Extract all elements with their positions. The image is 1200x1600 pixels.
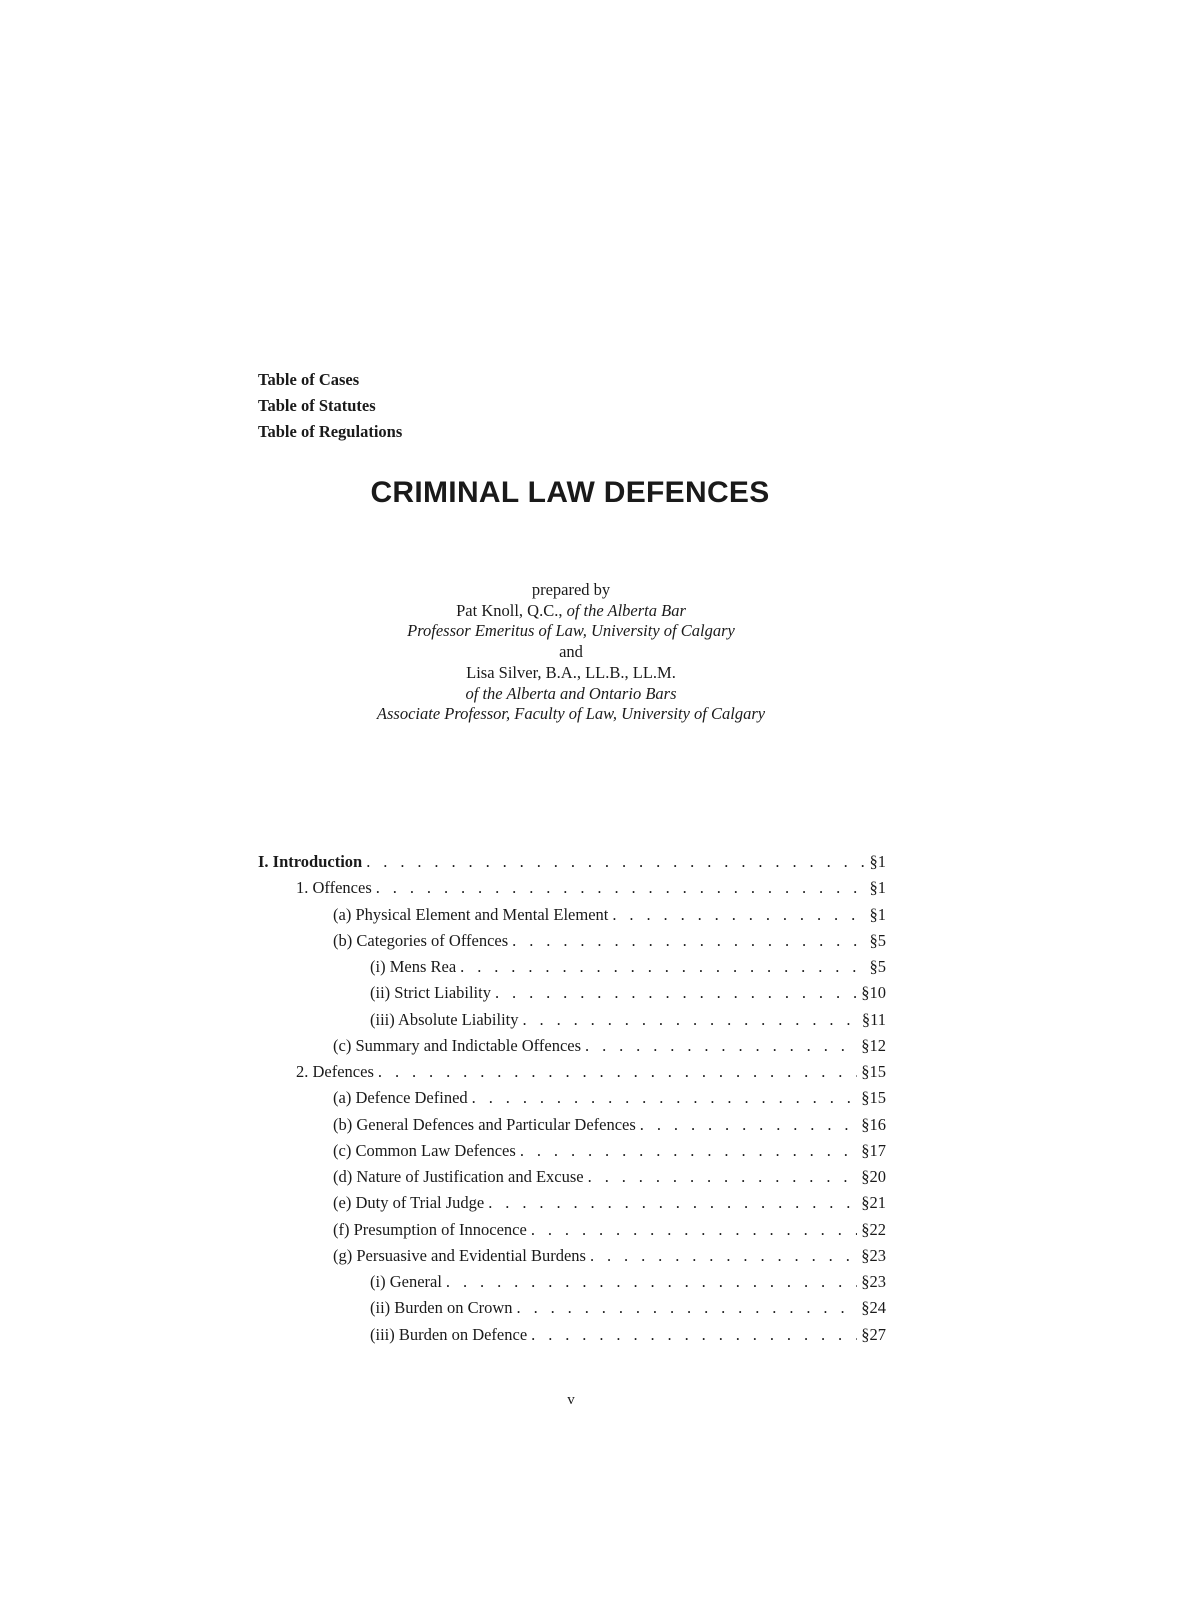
toc-entry-page: §27 [861,1324,886,1344]
byline-author-2: Lisa Silver, B.A., LL.B., LL.M. [466,662,676,682]
toc-entry-label: 1. Offences [296,878,372,898]
toc-entry-page: §23 [861,1245,886,1265]
toc-entry-label: (c) Common Law Defences [333,1140,516,1160]
toc-entry[interactable] [296,1062,886,1082]
toc-entry[interactable] [333,905,886,925]
toc-entry-label: (ii) Burden on Crown [370,1298,513,1318]
toc-entry-page: §15 [861,1062,886,1081]
toc-leader-dots [512,931,865,951]
toc-entry-page: §16 [861,1114,886,1134]
toc-entry[interactable] [333,931,886,951]
toc-entry[interactable] [333,1193,886,1213]
toc-entry-label: (d) Nature of Justification and Excuse [333,1167,584,1186]
toc-leader-dots [520,1141,857,1161]
toc-entry[interactable] [258,852,886,872]
toc-entry[interactable] [370,983,886,1003]
toc-leader-dots [531,1325,857,1345]
toc-entry-label: (iii) Burden on Defence [370,1324,528,1344]
toc-leader-dots [460,957,865,977]
toc-entry[interactable] [333,1088,886,1108]
toc-entry-label: 2. Defences [296,1062,374,1081]
byline-and: and [559,642,583,662]
toc-entry-page: §17 [861,1140,886,1160]
toc-entry-page: §10 [861,983,886,1003]
toc-entry-page: §21 [861,1193,886,1213]
toc-leader-dots [640,1115,857,1135]
table-of-regulations-link[interactable]: Table of Regulations [258,422,403,441]
toc-entry[interactable] [370,1010,886,1030]
toc-leader-dots [531,1220,857,1240]
toc-entry-page: §1 [869,878,886,898]
toc-leader-dots [488,1193,857,1213]
toc-entry[interactable] [370,957,886,977]
toc-entry-label: (iii) Absolute Liability [370,1009,519,1029]
toc-entry-label: (e) Duty of Trial Judge [333,1193,485,1213]
toc-leader-dots [585,1036,857,1056]
toc-leader-dots [366,852,865,872]
toc-entry[interactable] [370,1272,886,1292]
toc-entry-label: (ii) Strict Liability [370,983,491,1003]
toc-entry-label: (c) Summary and Indictable Offences [333,1035,582,1055]
author-1-name: Pat Knoll, Q.C., [456,600,567,620]
toc-entry-label: (f) Presumption of Innocence [333,1219,527,1239]
toc-entry-label: I. Introduction [258,852,363,871]
toc-leader-dots [446,1272,857,1292]
toc-entry-page: §11 [861,1009,886,1029]
table-of-statutes-link[interactable]: Table of Statutes [258,396,376,415]
table-of-cases-link[interactable]: Table of Cases [258,370,360,389]
toc-entry-label: (i) General [370,1272,442,1291]
toc-entry[interactable] [333,1167,886,1187]
toc-entry-label: (i) Mens Rea [370,957,457,976]
toc-entry-label: (b) General Defences and Particular Defences [333,1114,636,1134]
toc-leader-dots [472,1088,858,1108]
page-number: v [567,1392,575,1408]
toc-entry-label: (g) Persuasive and Evidential Burdens [333,1245,586,1265]
toc-entry[interactable] [370,1325,886,1345]
toc-entry-label: (b) Categories of Offences [333,930,509,950]
toc-leader-dots [522,1010,857,1030]
toc-entry-page: §23 [861,1272,886,1291]
toc-entry[interactable] [296,878,886,898]
toc-entry-label: (a) Defence Defined [333,1088,468,1108]
toc-entry[interactable] [333,1036,886,1056]
toc-entry-page: §20 [861,1167,886,1186]
toc-entry-label: (a) Physical Element and Mental Element [333,904,609,924]
toc-entry[interactable] [333,1141,886,1161]
byline-author-2-bar: of the Alberta and Ontario Bars [465,683,677,703]
toc-entry-page: §24 [861,1298,886,1318]
toc-entry[interactable] [333,1246,886,1266]
document-title: CRIMINAL LAW DEFENCES [370,476,770,509]
toc-entry-page: §12 [861,1035,886,1055]
byline-prepared-by: prepared by [531,580,611,599]
byline [0,580,1142,725]
toc-leader-dots [590,1246,857,1266]
toc-entry-page: §1 [869,904,886,924]
author-1-bar: of the Alberta Bar [566,600,686,620]
toc-leader-dots [376,878,866,898]
byline-author-2-position: Associate Professor, Faculty of Law, University of Calgary [376,704,766,724]
toc-leader-dots [517,1298,858,1318]
toc-entry-page: §1 [869,852,886,871]
toc-leader-dots [588,1167,858,1187]
toc-entry-page: §15 [861,1088,886,1108]
byline-author-1-position: Professor Emeritus of Law, University of Calgary [407,621,735,641]
toc-leader-dots [495,983,857,1003]
toc-entry-page: §22 [861,1219,886,1239]
byline-author-1 [0,601,1142,622]
toc-entry[interactable] [333,1220,886,1240]
toc-entry-page: §5 [869,930,886,950]
toc-entry-page: §5 [869,957,886,976]
toc-entry[interactable] [370,1298,886,1318]
toc-leader-dots [612,905,865,925]
toc-entry[interactable] [333,1115,886,1135]
toc-leader-dots [378,1062,857,1082]
